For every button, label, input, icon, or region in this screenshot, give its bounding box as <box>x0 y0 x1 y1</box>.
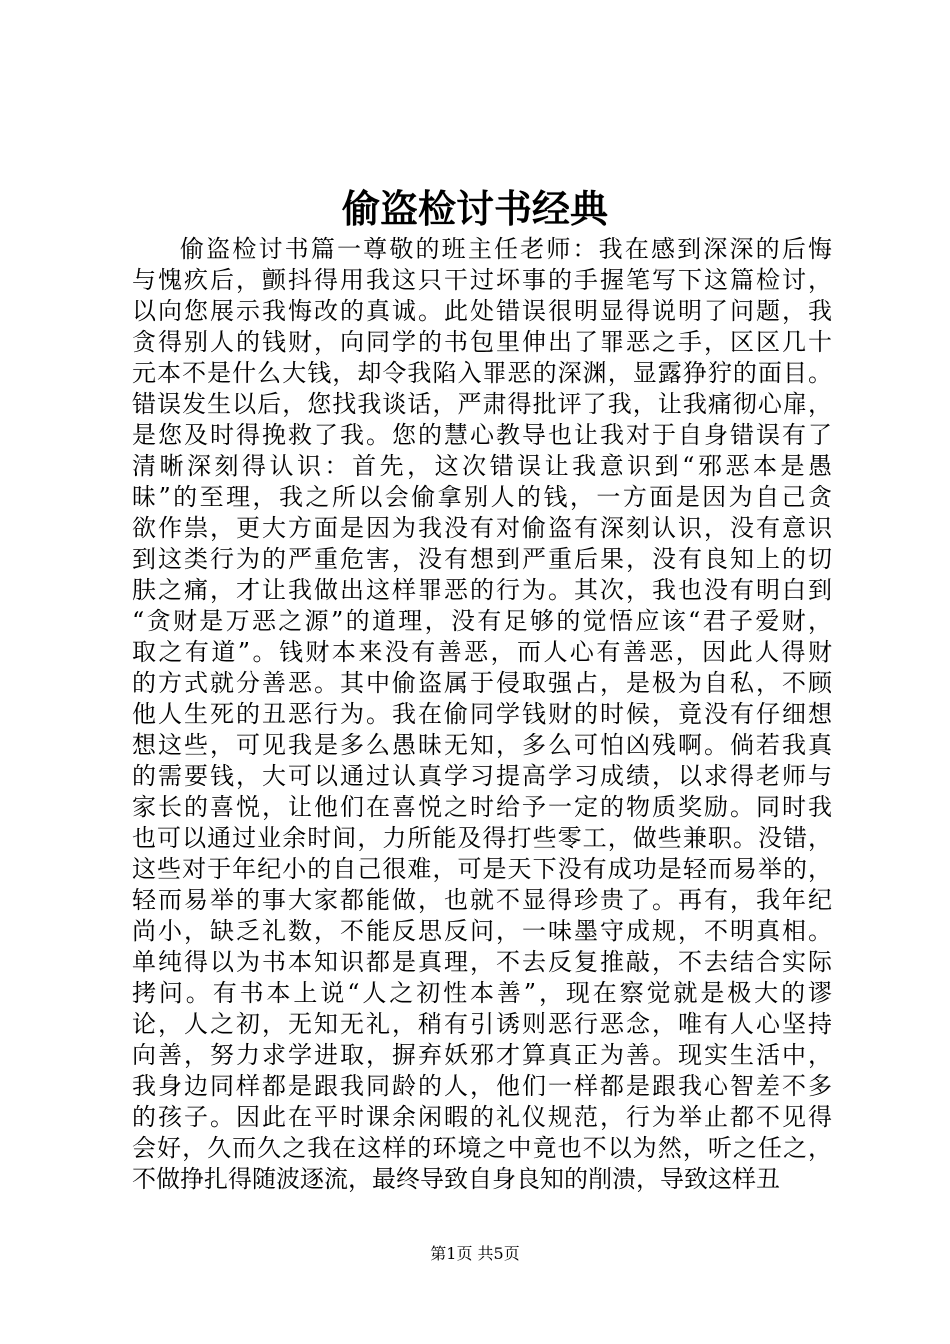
body-line: 清晰深刻得认识：首先，这次错误让我意识到“邪恶本是愚 <box>132 452 832 480</box>
body-line: 的孩子。因此在平时课余闲暇的礼仪规范，行为举止都不见得 <box>132 1103 832 1131</box>
body-line: 这些对于年纪小的自己很难，可是天下没有成功是轻而易举的， <box>132 855 832 883</box>
body-line: 的方式就分善恶。其中偷盗属于侵取强占，是极为自私，不顾 <box>132 669 832 697</box>
body-line: 不做挣扎得随波逐流，最终导致自身良知的削溃，导致这样丑 <box>132 1165 780 1193</box>
body-line: 我身边同样都是跟我同龄的人，他们一样都是跟我心智差不多 <box>132 1072 832 1100</box>
body-line: 贪得别人的钱财，向同学的书包里伸出了罪恶之手，区区几十 <box>132 328 832 356</box>
body-line: 是您及时得挽救了我。您的慧心教导也让我对于自身错误有了 <box>132 421 832 449</box>
body-line: 偷盗检讨书篇一尊敬的班主任老师：我在感到深深的后悔 <box>180 235 832 263</box>
body-line: 他人生死的丑恶行为。我在偷同学钱财的时候，竟没有仔细想 <box>132 700 832 728</box>
body-line: 昧”的至理，我之所以会偷拿别人的钱，一方面是因为自己贪 <box>132 483 832 511</box>
body-line: 元本不是什么大钱，却令我陷入罪恶的深渊，显露狰狞的面目。 <box>132 359 832 387</box>
body-line: 尚小，缺乏礼数，不能反思反问，一味墨守成规，不明真相。 <box>132 917 832 945</box>
body-line: 欲作祟，更大方面是因为我没有对偷盗有深刻认识，没有意识 <box>132 514 832 542</box>
body-line: 拷问。有书本上说“人之初性本善”，现在察觉就是极大的谬 <box>132 979 832 1007</box>
body-line: 以向您展示我悔改的真诚。此处错误很明显得说明了问题，我 <box>132 297 832 325</box>
body-line: 到这类行为的严重危害，没有想到严重后果，没有良知上的切 <box>132 545 832 573</box>
body-line: 与愧疚后，颤抖得用我这只干过坏事的手握笔写下这篇检讨， <box>132 266 832 294</box>
body-line: 单纯得以为书本知识都是真理，不去反复推敲，不去结合实际 <box>132 948 832 976</box>
body-line: 错误发生以后，您找我谈话，严肃得批评了我，让我痛彻心扉， <box>132 390 832 418</box>
body-line: 轻而易举的事大家都能做，也就不显得珍贵了。再有，我年纪 <box>132 886 832 914</box>
body-line: 也可以通过业余时间，力所能及得打些零工，做些兼职。没错， <box>132 824 832 852</box>
document-body <box>132 234 832 1195</box>
body-line: 想这些，可见我是多么愚昧无知，多么可怕凶残啊。倘若我真 <box>132 731 832 759</box>
body-line: 会好，久而久之我在这样的环境之中竟也不以为然，听之任之， <box>132 1134 832 1162</box>
body-line: 家长的喜悦，让他们在喜悦之时给予一定的物质奖励。同时我 <box>132 793 832 821</box>
body-line: 取之有道”。钱财本来没有善恶，而人心有善恶，因此人得财 <box>132 638 832 666</box>
page-footer: 第1页 共5页 <box>430 1244 520 1263</box>
body-line: 论，人之初，无知无礼，稍有引诱则恶行恶念，唯有人心坚持 <box>132 1010 832 1038</box>
body-line: 向善，努力求学进取，摒弃妖邪才算真正为善。现实生活中， <box>132 1041 832 1069</box>
body-line: “贪财是万恶之源”的道理，没有足够的觉悟应该“君子爱财， <box>132 607 832 635</box>
body-line: 肤之痛，才让我做出这样罪恶的行为。其次，我也没有明白到 <box>132 576 832 604</box>
document-title: 偷盗检讨书经典 <box>341 186 608 231</box>
body-line: 的需要钱，大可以通过认真学习提高学习成绩，以求得老师与 <box>132 762 832 790</box>
